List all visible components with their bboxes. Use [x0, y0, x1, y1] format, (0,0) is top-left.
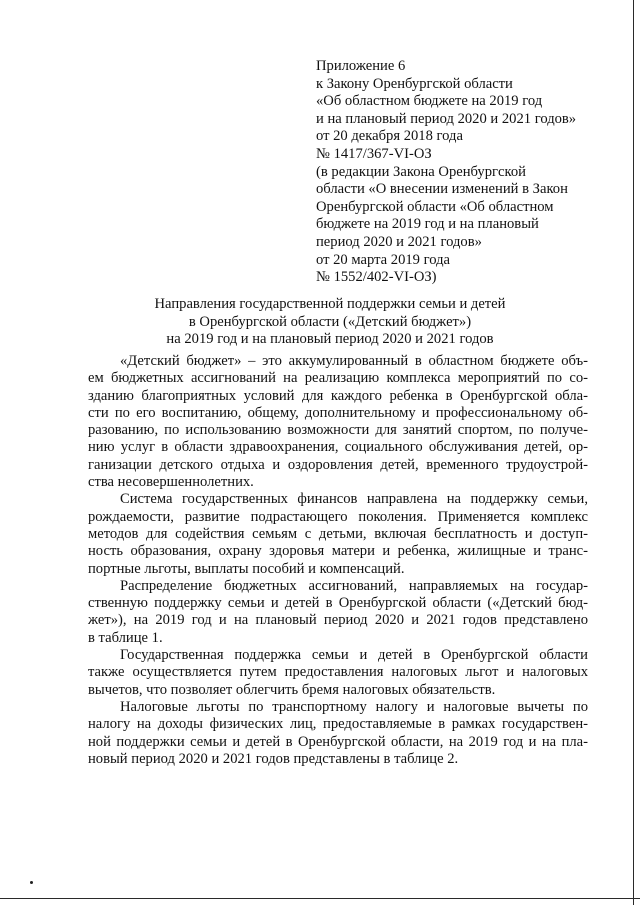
paragraph-line: жет»), на 2019 год и на плановый период 2020 и 2021 годов представлено: [88, 612, 588, 629]
paragraph-line: «Детский бюджет» – это аккумулированный в областном бюджете объ-: [120, 353, 588, 369]
title-line: на 2019 год и на плановый период 2020 и 2021 годов: [166, 331, 494, 347]
appendix-line: бюджете на 2019 год и на плановый: [316, 216, 539, 233]
appendix-line: период 2020 и 2021 годов»: [316, 233, 482, 250]
document-body: [88, 353, 588, 768]
paragraph-line: ем бюджетных ассигнований на реализацию комплекса мероприятий по со-: [88, 370, 588, 387]
paragraph-line: Система государственных финансов направлена на поддержку семьи,: [120, 491, 588, 508]
scan-border-bottom: [0, 898, 640, 899]
appendix-line: № 1552/402-VI-ОЗ): [316, 269, 437, 286]
paragraph-line: ной поддержки семьи и детей в Оренбургской области, на 2019 год и на пла-: [88, 733, 588, 750]
appendix-line: области «О внесении изменений в Закон: [316, 181, 568, 198]
paragraph-tax-benefits-table-reference: [88, 699, 588, 768]
appendix-line: № 1417/367-VI-ОЗ: [316, 145, 432, 162]
paragraph-line: сти по его воспитанию, общему, дополнительному и профессиональному об-: [88, 404, 588, 421]
paragraph-line: разованию, по использованию возможности для занятий спортом, по получе-: [88, 422, 588, 439]
appendix-line: от 20 марта 2019 года: [316, 251, 451, 268]
paragraph-line: Налоговые льготы по транспортному налогу и налоговые вычеты по: [120, 698, 588, 715]
appendix-line: от 20 декабря 2018 года: [316, 128, 463, 145]
paragraph-public-finance-system: [88, 491, 588, 577]
paragraph-line: зданию благоприятных условий для каждого ребенка в Оренбургской обла-: [88, 387, 588, 404]
scan-speck: [30, 881, 33, 884]
paragraph-line: налогу на доходы физических лиц, предоставляемые в рамках государствен-: [88, 716, 588, 733]
paragraph-line: ства несовершеннолетних.: [88, 474, 254, 491]
paragraph-line: в таблице 1.: [88, 629, 163, 646]
appendix-line: Приложение 6: [316, 58, 406, 74]
paragraph-line: ность образования, охрану здоровья матери и ребенка, жилищные и транс-: [88, 543, 588, 560]
appendix-line: (в редакции Закона Оренбургской: [316, 163, 526, 180]
title-line: в Оренбургской области («Детский бюджет»): [188, 313, 472, 330]
paragraph-line: новый период 2020 и 2021 годов представлены в таблице 2.: [88, 750, 459, 767]
paragraph-line: нию услуг в области здравоохранения, социального обслуживания детей, ор-: [88, 439, 588, 456]
paragraph-tax-relief-support: [88, 647, 588, 699]
paragraph-line: ственную поддержку семьи и детей в Оренбургской области («Детский бюд-: [88, 595, 588, 612]
scan-border-right: [633, 0, 634, 905]
title-line: Направления государственной поддержки семьи и детей: [154, 296, 506, 312]
appendix-line: к Закону Оренбургской области: [316, 75, 513, 92]
paragraph-line: Распределение бюджетных ассигнований, направляемых на государ-: [120, 577, 588, 594]
paragraph-line: также осуществляется путем предоставления налоговых льгот и налоговых: [88, 664, 588, 681]
paragraph-line: рождаемости, развитие подрастающего поколения. Применяется комплекс: [88, 508, 588, 525]
appendix-header: [316, 58, 616, 287]
paragraph-budget-allocation: [88, 578, 588, 647]
appendix-line: Оренбургской области «Об областном: [316, 198, 554, 215]
appendix-line: «Об областном бюджете на 2019 год: [316, 93, 543, 110]
paragraph-line: портные льготы, выплаты пособий и компенсаций.: [88, 560, 405, 577]
paragraph-line: ганизации детского отдыха и оздоровления детей, временного трудоустрой-: [88, 456, 588, 473]
appendix-line: и на плановый период 2020 и 2021 годов»: [316, 110, 577, 127]
paragraph-line: методов для содействия семьям с детьми, включая бесплатность и доступ-: [88, 525, 588, 542]
document-title: [60, 296, 600, 349]
paragraph-line: вычетов, что позволяет облегчить бремя налоговых обязательств.: [88, 681, 496, 698]
paragraph-line: Государственная поддержка семьи и детей в Оренбургской области: [120, 647, 588, 664]
paragraph-childrens-budget-definition: [88, 353, 588, 491]
